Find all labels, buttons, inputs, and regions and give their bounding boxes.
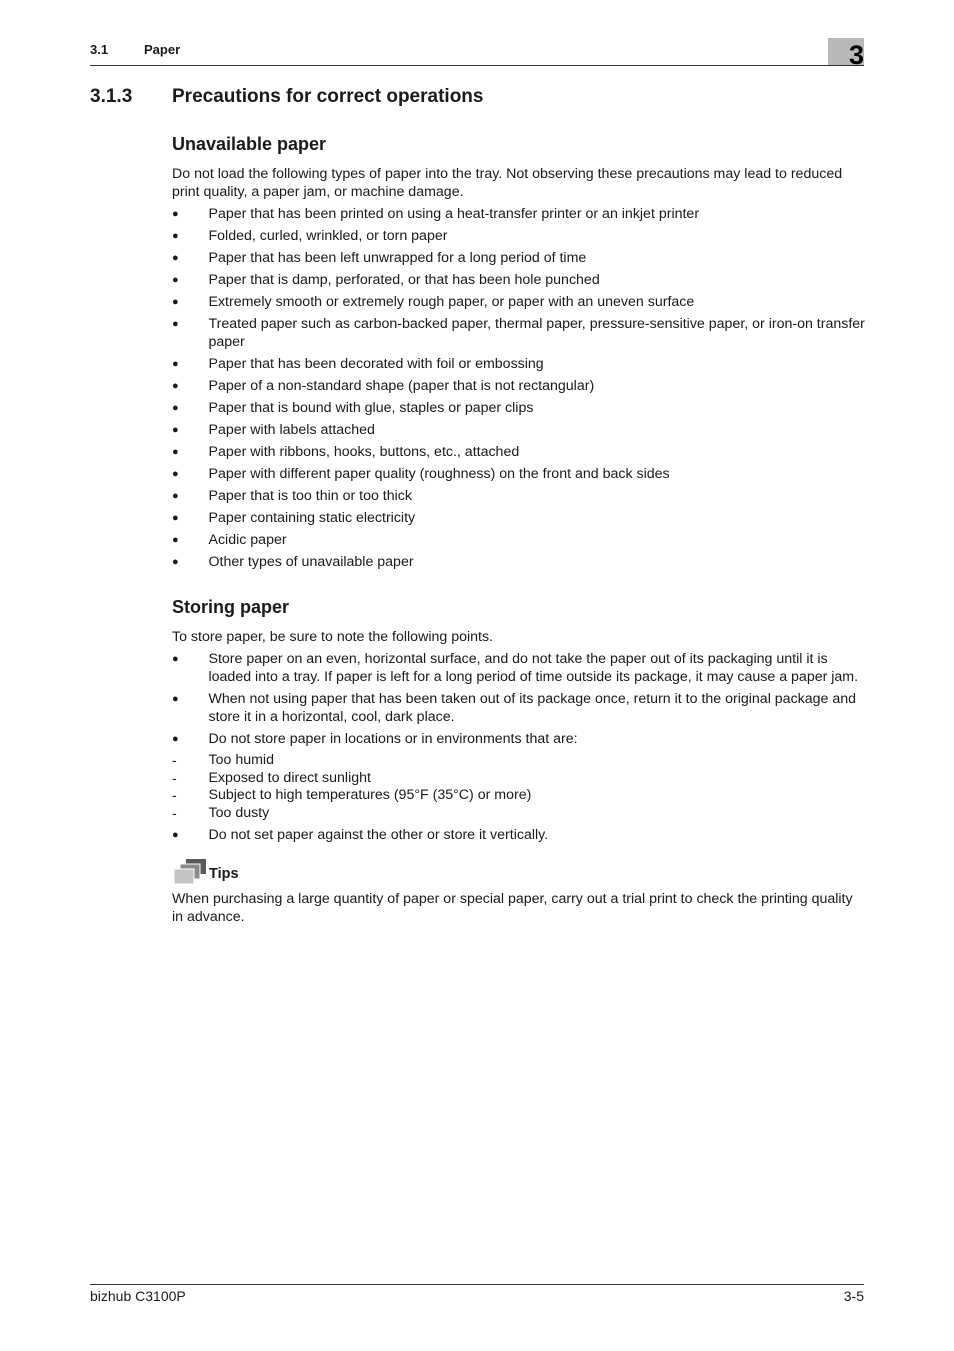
dash-marker: - (172, 804, 177, 821)
header-section-number: 3.1 (90, 42, 109, 57)
dash-marker: - (172, 769, 177, 786)
bullet-marker: ● (172, 358, 179, 370)
list-item-text: Paper with labels attached (208, 422, 375, 438)
list-item (172, 826, 867, 844)
list-item (172, 443, 867, 461)
bullet-marker: ● (172, 274, 179, 286)
bullet-marker: ● (172, 380, 179, 392)
dash-marker: - (172, 752, 177, 768)
list-item-text: Too humid (208, 752, 274, 768)
list-item-text: Paper that is too thin or too thick (208, 488, 412, 504)
list-item (172, 553, 867, 571)
list-item-text: Paper that is damp, perforated, or that has been hole punched (208, 272, 600, 288)
sub-list-item (172, 787, 867, 805)
list-item (172, 690, 867, 726)
list-item (172, 271, 867, 289)
list-item (172, 377, 867, 395)
list-item (172, 293, 867, 311)
list-item-text: Store paper on an even, horizontal surface, and do not take the paper out of its packaging until it is loaded into a tray. If paper is left for a long period of time outside its package, it may cause a paper jam. (208, 651, 859, 685)
list-item (172, 249, 867, 267)
storing-intro: To store paper, be sure to note the following points. (172, 629, 493, 645)
unavailable-list (172, 205, 867, 571)
list-item-text: Do not store paper in locations or in environments that are: (208, 731, 578, 747)
list-item-text: Acidic paper (208, 532, 287, 548)
bullet-marker: ● (172, 733, 179, 745)
list-item-text: Exposed to direct sunlight (208, 769, 371, 786)
list-item-text: Subject to high temperatures (95°F (35°C) or more) (208, 787, 532, 804)
list-item-text: When not using paper that has been taken out of its package once, return it to the original package and store it in a horizontal, cool, dark place. (208, 691, 857, 725)
list-item-text: Do not set paper against the other or store it vertically. (208, 827, 549, 844)
list-item (172, 421, 867, 439)
bullet-marker: ● (172, 512, 179, 524)
chapter-number: 3 (848, 40, 864, 70)
list-item-text: Paper that has been left unwrapped for a long period of time (208, 250, 587, 266)
list-item-text: Paper containing static electricity (208, 510, 416, 526)
bullet-marker: ● (172, 490, 179, 502)
bullet-marker: ● (172, 252, 179, 264)
bullet-marker: ● (172, 829, 179, 842)
tips-icon (172, 857, 208, 887)
list-item (172, 509, 867, 527)
running-header (90, 42, 180, 57)
list-item (172, 465, 867, 483)
list-item-text: Other types of unavailable paper (208, 554, 414, 570)
list-item (172, 531, 867, 549)
list-item (172, 730, 867, 748)
list-item-text: Extremely smooth or extremely rough paper, or paper with an uneven surface (208, 294, 695, 310)
bullet-marker: ● (172, 208, 179, 220)
list-item-text: Paper of a non-standard shape (paper that is not rectangular) (208, 378, 595, 394)
section-heading (90, 86, 483, 108)
list-item-text: Paper with ribbons, hooks, buttons, etc., attached (208, 444, 520, 460)
bullet-marker: ● (172, 556, 179, 568)
footer-page-number: 3-5 (843, 1288, 864, 1304)
footer-divider (90, 1284, 864, 1285)
section-title: Precautions for correct operations (172, 86, 484, 107)
list-item (172, 315, 867, 351)
list-item (172, 227, 867, 245)
tips-label: Tips (209, 866, 239, 882)
list-item-text: Paper with different paper quality (roughness) on the front and back sides (208, 466, 670, 482)
header-section-title: Paper (144, 42, 181, 57)
list-item-text: Paper that has been printed on using a heat-transfer printer or an inkjet printer (208, 206, 700, 222)
dash-marker: - (172, 787, 177, 804)
storing-list (172, 650, 867, 844)
chapter-badge (828, 38, 864, 70)
unavailable-intro: Do not load the following types of paper into the tray. Not observing these precautions may lead to reduced print quality, a paper jam, or machine damage. (172, 166, 843, 200)
list-item (172, 487, 867, 505)
storing-heading: Storing paper (172, 597, 290, 617)
unavailable-heading: Unavailable paper (172, 134, 327, 154)
bullet-marker: ● (172, 653, 179, 665)
bullet-marker: ● (172, 424, 179, 436)
sub-list-item (172, 805, 867, 823)
section-number: 3.1.3 (90, 86, 133, 107)
list-item (172, 399, 867, 417)
bullet-marker: ● (172, 296, 179, 308)
list-item-text: Paper that has been decorated with foil or embossing (208, 356, 544, 372)
header-divider (90, 65, 864, 66)
bullet-marker: ● (172, 693, 179, 705)
bullet-marker: ● (172, 468, 179, 480)
list-item-text: Treated paper such as carbon-backed paper, thermal paper, pressure-sensitive paper, or iron-on transfer paper (208, 316, 865, 350)
sub-list-item (172, 752, 867, 770)
tips-text: When purchasing a large quantity of paper or special paper, carry out a trial print to check the printing quality in advance. (172, 891, 853, 925)
list-item-text: Paper that is bound with glue, staples or paper clips (208, 400, 534, 416)
footer-product: bizhub C3100P (90, 1288, 186, 1304)
sub-list-item (172, 770, 867, 788)
bullet-marker: ● (172, 230, 179, 242)
list-item (172, 650, 867, 686)
bullet-marker: ● (172, 402, 179, 414)
list-item (172, 355, 867, 373)
bullet-marker: ● (172, 534, 179, 546)
list-item-text: Folded, curled, wrinkled, or torn paper (208, 228, 448, 244)
list-item (172, 205, 867, 223)
bullet-marker: ● (172, 318, 179, 330)
list-item-text: Too dusty (208, 804, 270, 821)
bullet-marker: ● (172, 446, 179, 458)
